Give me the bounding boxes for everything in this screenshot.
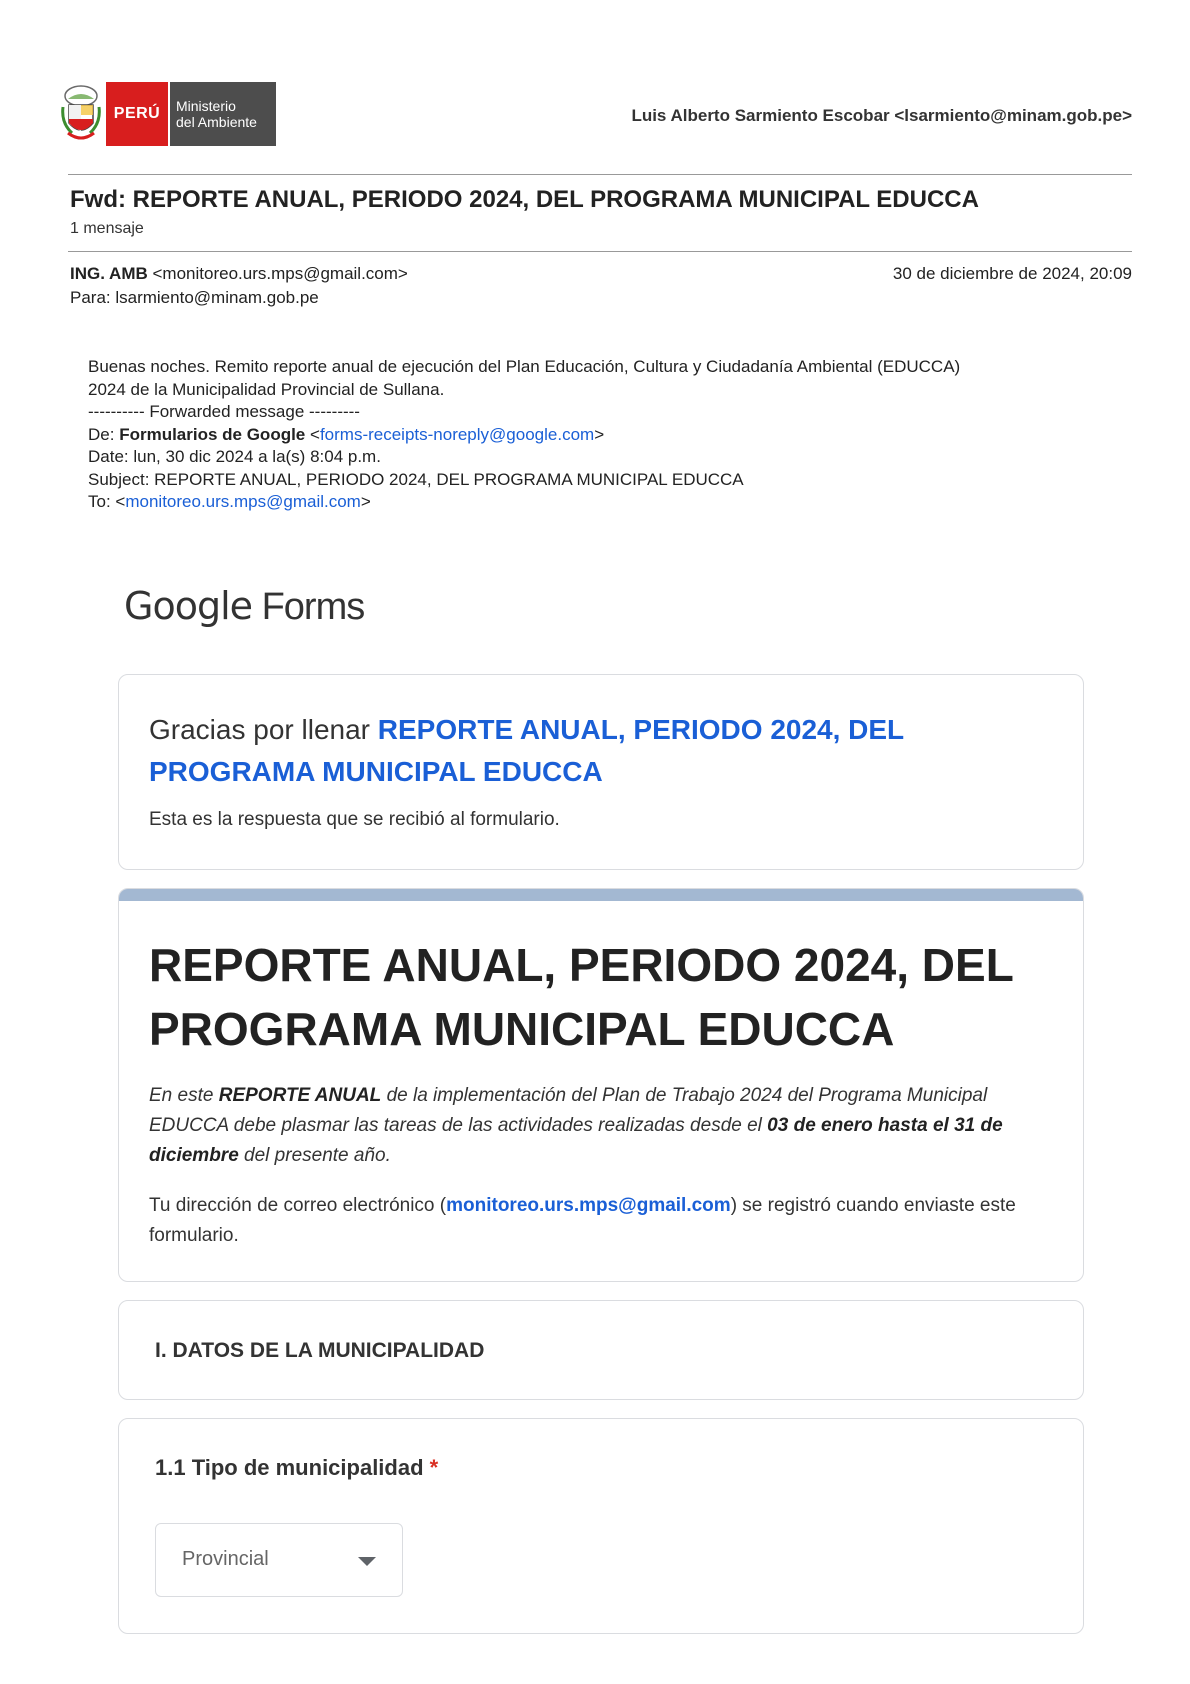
section-card (118, 1300, 1084, 1400)
thanks-card (118, 674, 1084, 870)
fwd-from: De: Formularios de Google <forms-receipts-noreply@google.com> (88, 424, 605, 444)
fwd-from-email-link[interactable]: forms-receipts-noreply@google.com (319, 424, 595, 444)
minam-logo (60, 80, 275, 148)
forms-wordmark: Forms (261, 586, 365, 628)
section-title: I. DATOS DE LA MUNICIPALIDAD (155, 1339, 485, 1362)
peru-coat-of-arms-icon (60, 83, 102, 145)
form-title: REPORTE ANUAL, PERIODO 2024, DEL PROGRAMA MUNICIPAL EDUCCA (149, 939, 1014, 1055)
municipality-type-select[interactable] (155, 1523, 403, 1597)
peru-label: PERÚ (106, 82, 168, 146)
message-count: 1 mensaje (70, 220, 144, 237)
email-from (70, 264, 408, 284)
ministry-label (170, 82, 276, 146)
body-line: 2024 de la Municipalidad Provincial de Sullana. (88, 379, 445, 399)
thanks-subtitle: Esta es la respuesta que se recibió al formulario. (149, 809, 560, 830)
respondent-email: monitoreo.urs.mps@gmail.com (446, 1195, 731, 1216)
question-card (118, 1418, 1084, 1634)
email-date: 30 de diciembre de 2024, 20:09 (892, 264, 1132, 283)
email-subject: Fwd: REPORTE ANUAL, PERIODO 2024, DEL PROGRAMA MUNICIPAL EDUCCA (70, 186, 979, 213)
email-body (88, 356, 1128, 514)
google-forms-logo (124, 584, 364, 629)
account-name: Luis Alberto Sarmiento Escobar <lsarmiento@minam.gob.pe> (631, 106, 1132, 125)
thanks-message: Gracias por llenar REPORTE ANUAL, PERIODO 2024, DEL PROGRAMA MUNICIPAL EDUCCA (149, 714, 904, 787)
ministry-line-1: Ministerio (176, 98, 236, 114)
fwd-to: To: <monitoreo.urs.mps@gmail.com> (88, 492, 371, 511)
dropdown-arrow-icon (358, 1557, 376, 1566)
question-title: 1.1 Tipo de municipalidad * (155, 1455, 439, 1480)
google-wordmark: Google (124, 584, 253, 628)
fwd-from-name: Formularios de Google (119, 424, 306, 444)
fwd-date: Date: lun, 30 dic 2024 a la(s) 8:04 p.m. (88, 447, 381, 466)
divider (68, 251, 1132, 252)
forwarded-marker: ---------- Forwarded message --------- (88, 402, 360, 421)
divider (68, 174, 1132, 175)
fwd-to-email-link[interactable]: monitoreo.urs.mps@gmail.com (125, 492, 361, 511)
selected-value: Provincial (182, 1548, 269, 1570)
email-to: Para: lsarmiento@minam.gob.pe (70, 288, 319, 307)
fwd-subject: Subject: REPORTE ANUAL, PERIODO 2024, DEL PROGRAMA MUNICIPAL EDUCCA (88, 469, 744, 489)
required-mark: * (429, 1455, 439, 1480)
ministry-line-2: del Ambiente (176, 114, 257, 130)
form-header-card (118, 888, 1084, 1282)
form-title-link[interactable]: REPORTE ANUAL, PERIODO 2024, DEL PROGRAMA MUNICIPAL EDUCCA (149, 714, 904, 787)
sender-name: ING. AMB (70, 264, 148, 283)
email-header (60, 80, 1132, 150)
email-recorded-note: Tu dirección de correo electrónico (monitoreo.urs.mps@gmail.com) se registró cuando enviaste este formulario. (149, 1195, 1016, 1246)
form-accent-bar (119, 889, 1083, 901)
form-description: En este REPORTE ANUAL de la implementación del Plan de Trabajo 2024 del Programa Municipal EDUCCA debe plasmar las tareas de las actividades realizadas desde el 03 de enero hasta el 31 de diciembre del presente año. (149, 1085, 1003, 1166)
sender-address: <monitoreo.urs.mps@gmail.com> (152, 264, 408, 283)
body-line: Buenas noches. Remito reporte anual de ejecución del Plan Educación, Cultura y Ciudadanía Ambiental (EDUCCA) (88, 357, 961, 376)
